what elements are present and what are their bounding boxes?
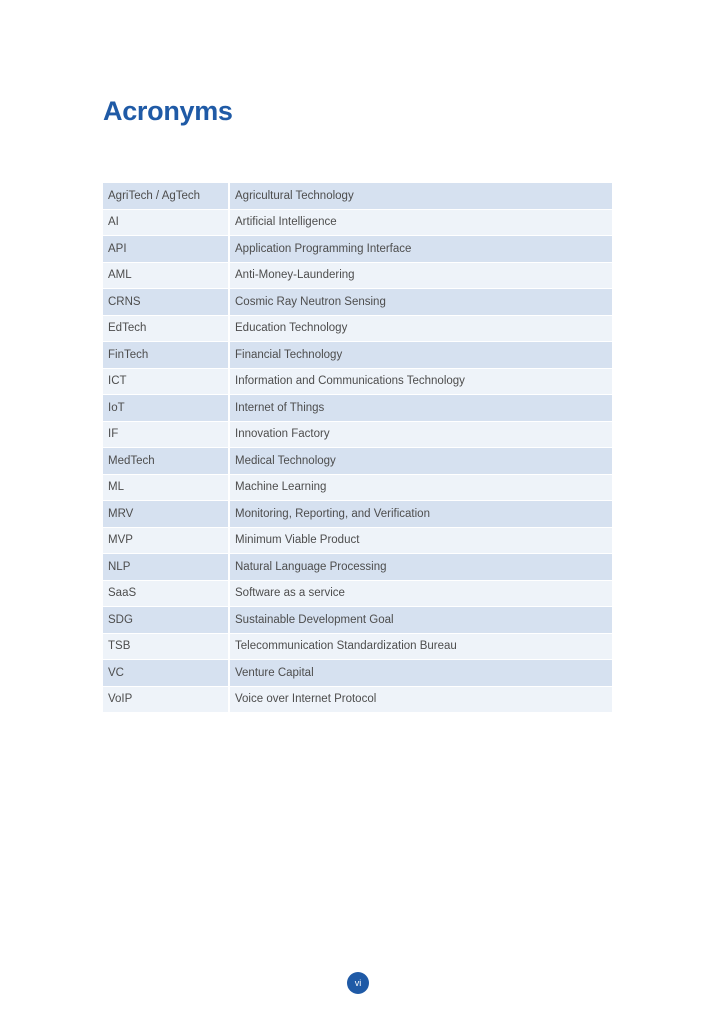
acronym-abbreviation: MVP xyxy=(103,528,230,555)
acronym-abbreviation: SaaS xyxy=(103,581,230,608)
table-row xyxy=(103,528,612,555)
table-row xyxy=(103,607,612,634)
table-row xyxy=(103,183,612,210)
table-row xyxy=(103,263,612,290)
acronym-abbreviation: FinTech xyxy=(103,342,230,369)
table-row xyxy=(103,210,612,237)
table-row xyxy=(103,289,612,316)
acronym-abbreviation: AI xyxy=(103,210,230,237)
acronym-abbreviation: ICT xyxy=(103,369,230,396)
acronym-table xyxy=(103,183,612,713)
acronym-abbreviation: EdTech xyxy=(103,316,230,343)
acronym-abbreviation: MRV xyxy=(103,501,230,528)
table-row xyxy=(103,448,612,475)
acronym-meaning: Innovation Factory xyxy=(230,422,612,449)
table-row xyxy=(103,369,612,396)
table-row xyxy=(103,316,612,343)
acronym-meaning: Voice over Internet Protocol xyxy=(230,687,612,714)
acronym-meaning: Cosmic Ray Neutron Sensing xyxy=(230,289,612,316)
acronym-abbreviation: AML xyxy=(103,263,230,290)
acronym-meaning: Telecommunication Standardization Bureau xyxy=(230,634,612,661)
table-row xyxy=(103,422,612,449)
acronym-meaning: Artificial Intelligence xyxy=(230,210,612,237)
acronym-abbreviation: SDG xyxy=(103,607,230,634)
page-title: Acronyms xyxy=(103,96,233,126)
table-row xyxy=(103,660,612,687)
table-row xyxy=(103,236,612,263)
table-row xyxy=(103,687,612,714)
acronym-abbreviation: NLP xyxy=(103,554,230,581)
acronym-abbreviation: MedTech xyxy=(103,448,230,475)
acronym-meaning: Machine Learning xyxy=(230,475,612,502)
acronym-abbreviation: TSB xyxy=(103,634,230,661)
acronym-meaning: Sustainable Development Goal xyxy=(230,607,612,634)
acronym-meaning: Software as a service xyxy=(230,581,612,608)
acronym-meaning: Medical Technology xyxy=(230,448,612,475)
acronym-abbreviation: CRNS xyxy=(103,289,230,316)
acronym-meaning: Financial Technology xyxy=(230,342,612,369)
acronym-abbreviation: VC xyxy=(103,660,230,687)
acronym-meaning: Education Technology xyxy=(230,316,612,343)
acronym-meaning: Natural Language Processing xyxy=(230,554,612,581)
page-number-badge: vi xyxy=(347,972,369,994)
acronym-meaning: Agricultural Technology xyxy=(230,183,612,210)
table-row xyxy=(103,342,612,369)
acronym-meaning: Anti-Money-Laundering xyxy=(230,263,612,290)
acronym-meaning: Venture Capital xyxy=(230,660,612,687)
acronym-meaning: Internet of Things xyxy=(230,395,612,422)
acronym-meaning: Monitoring, Reporting, and Verification xyxy=(230,501,612,528)
acronym-table-body xyxy=(103,183,612,713)
table-row xyxy=(103,581,612,608)
table-row xyxy=(103,554,612,581)
acronym-meaning: Minimum Viable Product xyxy=(230,528,612,555)
acronym-abbreviation: IoT xyxy=(103,395,230,422)
acronym-abbreviation: AgriTech / AgTech xyxy=(103,183,230,210)
acronym-abbreviation: IF xyxy=(103,422,230,449)
acronym-abbreviation: ML xyxy=(103,475,230,502)
acronym-abbreviation: API xyxy=(103,236,230,263)
acronym-meaning: Information and Communications Technology xyxy=(230,369,612,396)
acronym-abbreviation: VoIP xyxy=(103,687,230,714)
table-row xyxy=(103,501,612,528)
table-row xyxy=(103,395,612,422)
table-row xyxy=(103,634,612,661)
acronym-meaning: Application Programming Interface xyxy=(230,236,612,263)
table-row xyxy=(103,475,612,502)
